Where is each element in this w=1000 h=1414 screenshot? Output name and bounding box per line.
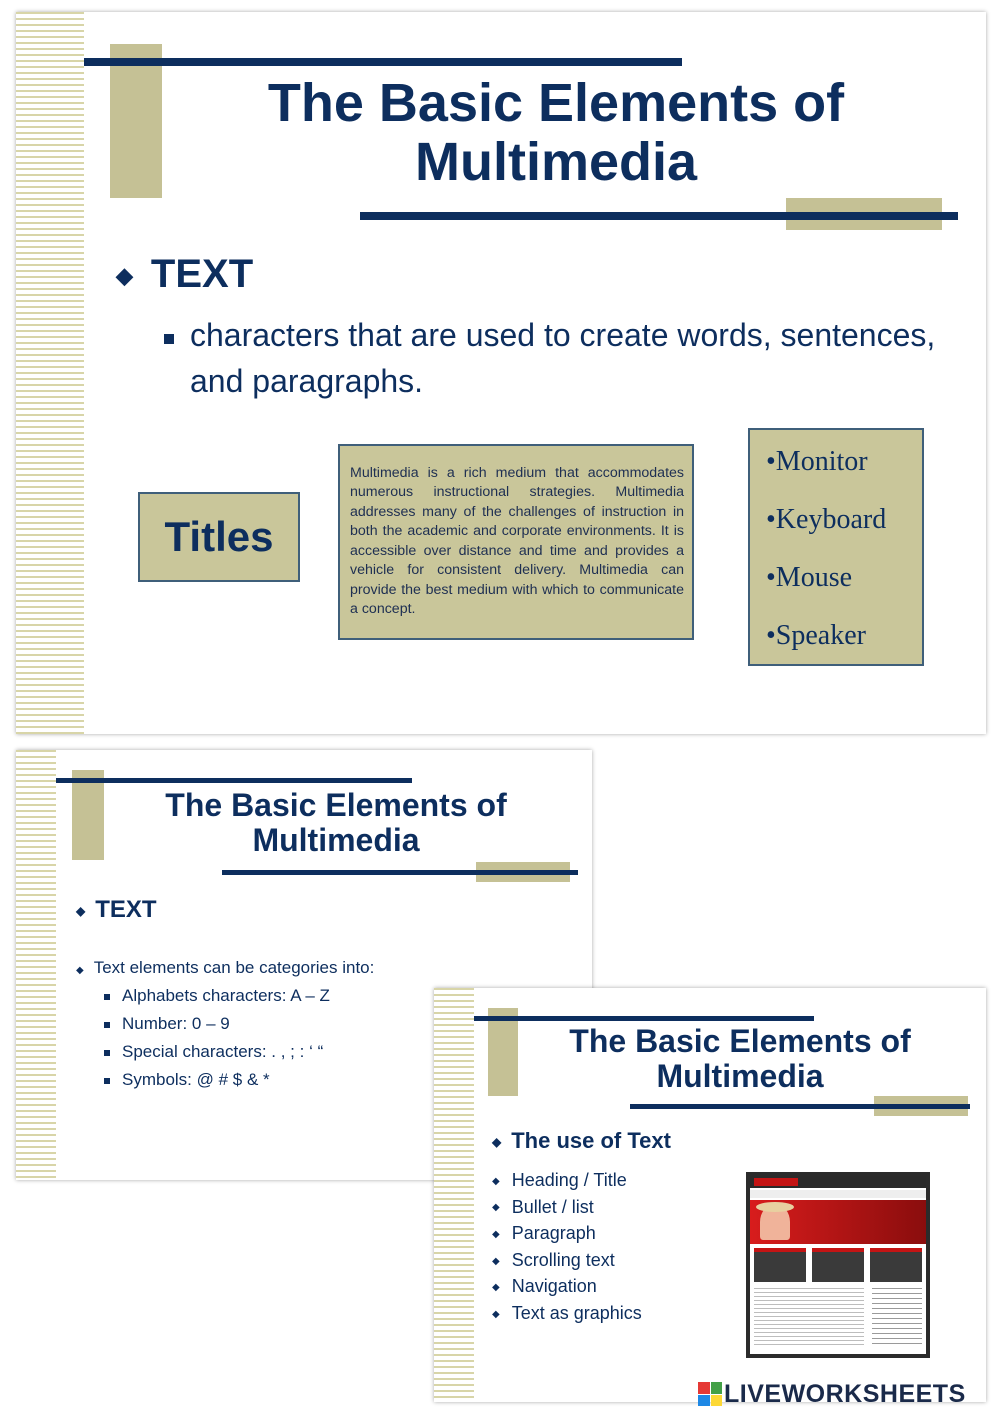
list-item — [492, 1197, 642, 1224]
slide-1 — [16, 12, 986, 734]
title-bottom-bar — [222, 870, 578, 875]
list-item-text: Paragraph — [511, 1223, 596, 1244]
device-item: •Mouse — [766, 562, 853, 593]
diamond-bullet-icon: ◆ — [492, 1135, 502, 1150]
striped-margin — [434, 988, 474, 1402]
list-item — [492, 1223, 642, 1250]
list-item — [104, 1042, 330, 1070]
paragraph-example-box: Multimedia is a rich medium that accommodates numerous instructional strategies. Multimedia addresses many of the challenges of instruction in both the academic and corporate environments. It is accessible over distance and time and provides a vehicle for consistent delivery. Multimedia can provide the best medium with which to communicate a concept. — [338, 444, 694, 640]
title-accent-block — [488, 1008, 518, 1096]
category-list — [104, 986, 330, 1098]
title-top-bar — [474, 1016, 814, 1021]
diamond-bullet-icon: ◆ — [492, 1308, 500, 1320]
diamond-bullet-icon: ◆ — [492, 1175, 500, 1187]
section-heading — [76, 896, 157, 924]
list-item-text: Navigation — [511, 1276, 597, 1297]
diamond-bullet-icon: ◆ — [116, 263, 133, 289]
list-item — [492, 1170, 642, 1197]
title-line-1: The Basic Elements of — [165, 787, 507, 823]
title-line-2: Multimedia — [252, 822, 420, 859]
liveworksheets-icon — [698, 1382, 722, 1406]
title-bottom-bar — [630, 1104, 970, 1109]
square-bullet-icon — [104, 994, 110, 1000]
list-item-text: Number: 0 – 9 — [122, 1014, 230, 1033]
square-bullet-icon — [104, 1078, 110, 1084]
title-line-2: Multimedia — [414, 132, 698, 193]
site-feature-columns — [754, 1248, 922, 1282]
list-item-text: Special characters: . , ; : ‘ “ — [122, 1042, 324, 1061]
site-sidebar-text — [872, 1288, 922, 1348]
brand-name: LIVEWORKSHEETS — [724, 1379, 966, 1408]
list-item — [104, 1070, 330, 1098]
diamond-bullet-icon: ◆ — [492, 1255, 500, 1267]
heading-label: TEXT — [95, 896, 157, 923]
list-item — [104, 1014, 330, 1042]
list-item-text: Text as graphics — [511, 1302, 642, 1323]
list-item — [492, 1250, 642, 1277]
intro-text: Text elements can be categories into: — [93, 958, 375, 977]
title-line-2: Multimedia — [656, 1058, 824, 1095]
device-item: •Keyboard — [766, 504, 887, 535]
list-item — [492, 1276, 642, 1303]
slide-3 — [434, 988, 986, 1402]
list-item — [492, 1303, 642, 1330]
slide-title — [196, 74, 916, 193]
heading-label: The use of Text — [511, 1128, 671, 1153]
square-bullet-icon — [104, 1050, 110, 1056]
slide-title — [96, 788, 576, 858]
site-body-text — [754, 1288, 864, 1348]
text-uses-list — [492, 1170, 642, 1330]
title-line-1: The Basic Elements of — [569, 1023, 911, 1059]
list-item-text: Heading / Title — [511, 1170, 627, 1190]
list-item-text: Scrolling text — [511, 1249, 615, 1270]
site-hero-banner — [750, 1200, 926, 1244]
section-heading — [116, 252, 253, 297]
striped-margin — [16, 750, 56, 1180]
title-top-bar — [56, 778, 412, 783]
square-bullet-icon — [164, 334, 174, 344]
text-description — [164, 312, 944, 405]
devices-list-box — [748, 428, 924, 666]
section-heading — [492, 1128, 671, 1154]
device-item: •Speaker — [766, 620, 866, 651]
list-item — [104, 986, 330, 1014]
list-item-text: Bullet / list — [511, 1196, 594, 1217]
diamond-bullet-icon: ◆ — [492, 1282, 500, 1294]
intro-line — [76, 958, 374, 978]
list-item-text: Alphabets characters: A – Z — [122, 986, 330, 1005]
diamond-bullet-icon: ◆ — [492, 1202, 500, 1214]
heading-label: TEXT — [150, 252, 254, 296]
title-accent-block — [110, 44, 162, 198]
diamond-bullet-icon: ◆ — [492, 1228, 500, 1240]
title-line-1: The Basic Elements of — [267, 73, 845, 133]
diamond-bullet-icon: ◆ — [76, 965, 84, 976]
title-top-bar — [84, 58, 682, 66]
slide-title — [530, 1024, 950, 1094]
device-item: •Monitor — [766, 446, 868, 477]
website-screenshot-image — [746, 1172, 930, 1358]
site-nav-bar — [750, 1190, 926, 1198]
square-bullet-icon — [104, 1022, 110, 1028]
list-item-text: Symbols: @ # $ & * — [122, 1070, 270, 1089]
titles-example-box: Titles — [138, 492, 300, 582]
striped-margin — [16, 12, 84, 734]
description-text: characters that are used to create words, sentences, and paragraphs. — [190, 317, 936, 400]
site-logo — [754, 1178, 798, 1186]
title-bottom-bar — [360, 212, 958, 220]
liveworksheets-logo — [698, 1378, 966, 1410]
diamond-bullet-icon: ◆ — [76, 903, 86, 918]
